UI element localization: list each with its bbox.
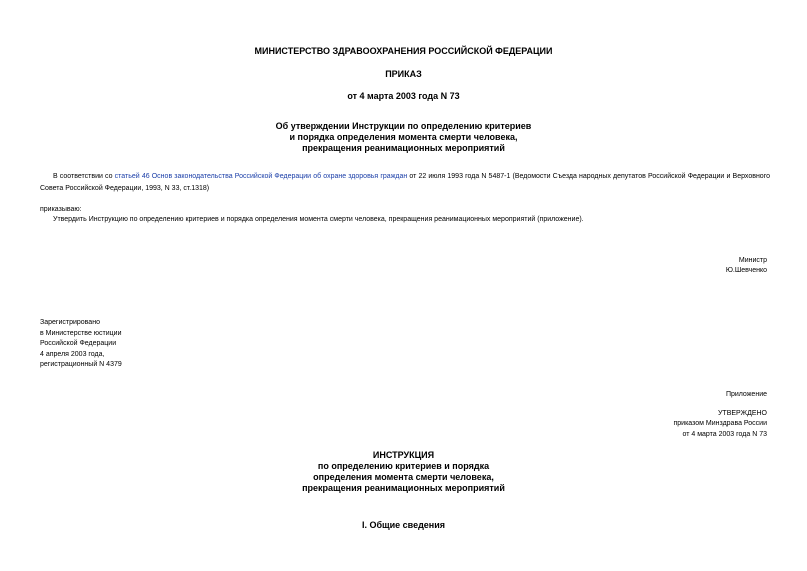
registration-line-4: 4 апреля 2003 года, bbox=[40, 350, 105, 358]
order-title-line-1: Об утверждении Инструкции по определению критериев bbox=[275, 121, 532, 131]
order-title-line-3: прекращения реанимационных мероприятий bbox=[302, 143, 505, 153]
preamble-prefix: В соответствии со bbox=[53, 173, 115, 180]
order-title-line-2: и порядка определения момента смерти человека, bbox=[289, 132, 518, 142]
registration-line-3: Российской Федерации bbox=[40, 340, 117, 347]
instruction-title bbox=[0, 450, 807, 494]
instruction-title-line-3: определения момента смерти человека, bbox=[313, 472, 494, 482]
order-word: приказываю: bbox=[40, 206, 82, 213]
registration-line-5: регистрационный N 4379 bbox=[40, 361, 122, 368]
appendix-label: Приложение bbox=[725, 391, 767, 398]
signature-name: Ю.Шевченко bbox=[725, 267, 767, 274]
ministry-heading: МИНИСТЕРСТВО ЗДРАВООХРАНЕНИЯ РОССИЙСКОЙ ФЕДЕРАЦИИ bbox=[254, 46, 553, 56]
appendix-by-order: приказом Минздрава России bbox=[673, 420, 767, 427]
law-article-link[interactable]: статьей 46 Основ законодательства Российской Федерации об охране здоровья граждан bbox=[114, 173, 408, 180]
appendix-order-date: от 4 марта 2003 года N 73 bbox=[682, 431, 767, 438]
instruction-title-line-2: по определению критериев и порядка bbox=[317, 461, 490, 471]
preamble-suffix: от 22 июля 1993 года N 5487-1 (Ведомости Съезда народных депутатов Российской Федерации и Верховного Совета Российской Федерации, 1993, N 33, ст.1318) bbox=[40, 173, 770, 192]
order-text: Утвердить Инструкцию по определению критериев и порядка определения момента смерти человека, прекращения реанимационных мероприятий (приложение). bbox=[53, 216, 584, 223]
doc-type-heading: ПРИКАЗ bbox=[385, 69, 422, 79]
order-date-number: от 4 марта 2003 года N 73 bbox=[347, 91, 460, 101]
registration-block bbox=[40, 318, 122, 371]
order-title bbox=[0, 121, 807, 154]
signature-position: Министр bbox=[738, 257, 767, 264]
preamble-paragraph bbox=[40, 171, 770, 195]
section-heading-general: I. Общие сведения bbox=[361, 520, 446, 530]
appendix-approved: УТВЕРЖДЕНО bbox=[717, 410, 767, 417]
registration-line-2: в Министерстве юстиции bbox=[40, 329, 122, 337]
registration-line-1: Зарегистрировано bbox=[40, 319, 100, 326]
instruction-title-line-1: ИНСТРУКЦИЯ bbox=[372, 450, 435, 460]
instruction-title-line-4: прекращения реанимационных мероприятий bbox=[302, 483, 505, 493]
